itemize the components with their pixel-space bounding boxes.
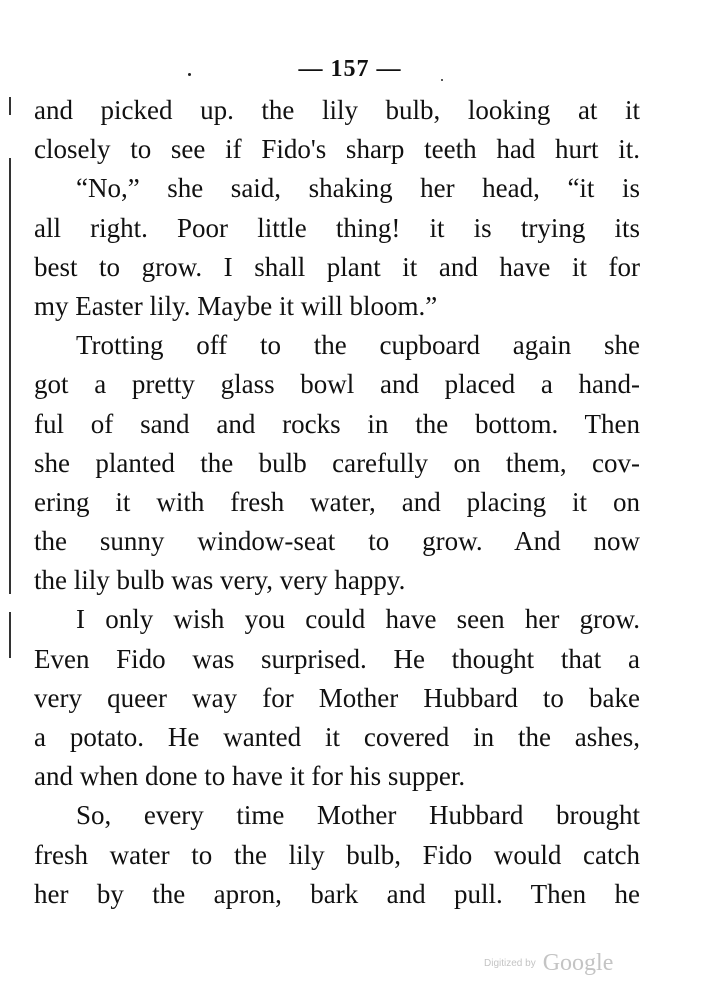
margin-rule: [9, 97, 11, 115]
text-line: the sunny window-seat to grow. And now: [34, 526, 640, 557]
text-line: she planted the bulb carefully on them, cov-: [34, 447, 640, 478]
text-line: I only wish you could have seen her grow.: [76, 604, 640, 635]
text-line: So, every time Mother Hubbard brought: [76, 800, 640, 831]
watermark-brand: Google: [542, 950, 614, 976]
page-number: — 157 —: [298, 56, 402, 82]
text-line: fresh water to the lily bulb, Fido would catch: [34, 839, 640, 870]
text-line: and when done to have it for his supper.: [34, 761, 466, 792]
text-line: the lily bulb was very, very happy.: [34, 565, 406, 596]
text-line: closely to see if Fido's sharp teeth had hurt it.: [34, 134, 640, 165]
text-line: my Easter lily. Maybe it will bloom.”: [34, 290, 438, 321]
digitization-watermark: [484, 950, 613, 977]
page-body: [34, 91, 640, 914]
text-line: Even Fido was surprised. He thought that a: [34, 643, 640, 674]
text-line: got a pretty glass bowl and placed a hand-: [34, 369, 640, 400]
text-line: all right. Poor little thing! it is trying its: [34, 212, 640, 243]
text-line: her by the apron, bark and pull. Then he: [34, 878, 640, 909]
text-line: and picked up. the lily bulb, looking at it: [34, 95, 640, 125]
margin-rule: [9, 158, 11, 594]
text-line: ering it with fresh water, and placing it on: [34, 486, 640, 517]
text-line: very queer way for Mother Hubbard to bake: [34, 682, 640, 713]
text-line: Trotting off to the cupboard again she: [76, 330, 640, 361]
text-line: best to grow. I shall plant it and have it for: [34, 251, 640, 282]
text-line: “No,” she said, shaking her head, “it is: [76, 173, 640, 204]
text-line: a potato. He wanted it covered in the ashes,: [34, 722, 640, 752]
margin-rule: [9, 612, 11, 658]
text-line: ful of sand and rocks in the bottom. Then: [34, 408, 640, 439]
watermark-prefix: Digitized by: [484, 958, 536, 969]
